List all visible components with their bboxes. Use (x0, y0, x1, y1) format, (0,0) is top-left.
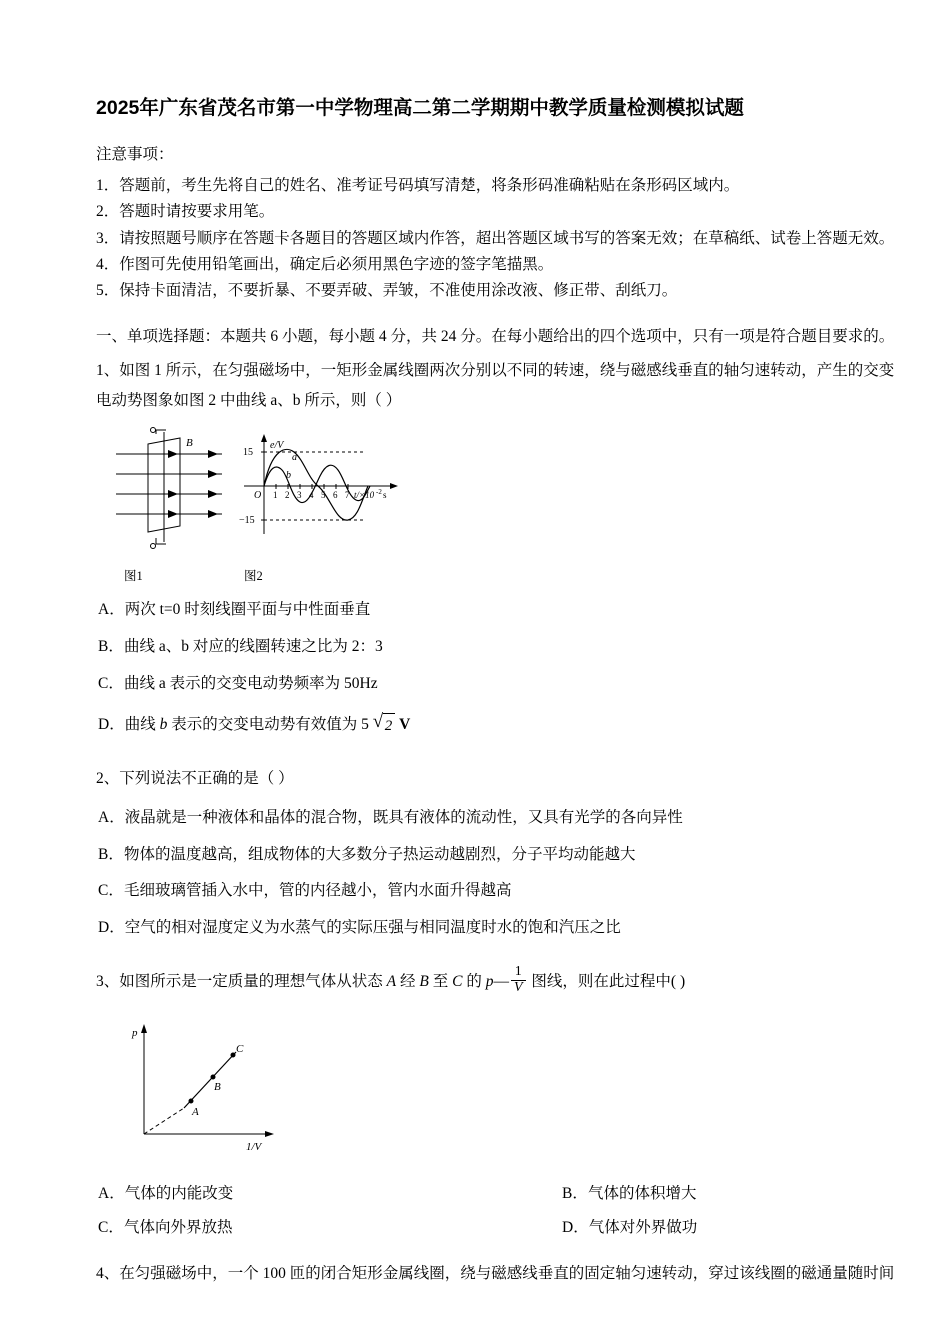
option-d-label: D． (98, 715, 125, 733)
figure-2-curve-label-b: b (286, 470, 291, 482)
figure-1-2-svg (104, 426, 524, 566)
figure-2-xtick-6: 6 (333, 490, 338, 501)
question-2-option-c (96, 879, 912, 904)
option-d-text: 曲线 b 表示的交变电动势有效值为 5 √ 2 V (125, 716, 411, 733)
page-title: 2025年广东省茂名市第一中学物理高二第二学期期中教学质量检测模拟试题 (96, 97, 744, 119)
question-1-option-c (96, 672, 912, 697)
notice-item-2: 2．答题时请按要求用笔。 (96, 203, 275, 221)
question-1-stem (96, 356, 912, 386)
question-4-stem-line1: 在匀强磁场中，一个 100 匝的闭合矩形金属线圈，绕与磁感线垂直的固定轴匀速转动，穿过该线圈的磁通量随时间 (119, 1265, 895, 1283)
question-1-number: 1、 (96, 361, 120, 379)
question-3-option-a (96, 1182, 504, 1207)
question-4 (96, 1259, 912, 1289)
option-c-label: C． (98, 674, 124, 692)
figure-2-axis-x-unit: s (383, 490, 387, 501)
option-b-text: 气体的体积增大 (588, 1184, 697, 1202)
question-3-number: 3、 (96, 972, 120, 990)
question-2-number: 2、 (96, 769, 120, 787)
option-d-label: D． (562, 1219, 589, 1237)
figure-3-point-C: C (236, 1042, 244, 1055)
figure-2-ytick-top: 15 (243, 447, 253, 459)
option-b-text: 曲线 a、b 对应的线圈转速之比为 2：3 (124, 637, 383, 655)
option-a-text: 两次 t=0 时刻线圈平面与中性面垂直 (124, 601, 371, 619)
figure-2-xtick-2: 2 (285, 490, 290, 501)
question-3-option-b (504, 1182, 912, 1207)
figure-1-label-B: B (186, 437, 193, 450)
figure-2-xtick-1: 1 (273, 490, 278, 501)
question-3-figure (96, 1012, 912, 1162)
question-3-stem: 3、如图所示是一定质量的理想气体从状态 A 经 B 至 C 的 p— $\frac{1}{V}$ 图线，则在此过程中( ) (96, 964, 686, 995)
notice-item-1: 1．答题前，考生先将自己的姓名、准考证号码填写清楚，将条形码准确粘贴在条形码区域内。 (96, 177, 740, 195)
option-c-label: C． (98, 882, 124, 900)
figure-3-axis-y-label: p (132, 1026, 138, 1039)
option-a-text: 气体的内能改变 (124, 1184, 234, 1202)
option-a-label: A． (98, 601, 125, 619)
option-c-text: 气体向外界放热 (124, 1219, 233, 1237)
question-1-option-a (96, 598, 912, 623)
option-b-label: B． (562, 1184, 588, 1202)
figure-3-axis-x-label: 1/V (246, 1140, 262, 1153)
question-1-figure (96, 426, 912, 586)
question-2-stem (96, 764, 912, 794)
question-1-option-b (96, 635, 912, 660)
question-1-option-d (96, 710, 912, 738)
question-2 (96, 764, 912, 941)
document-content (96, 96, 912, 1289)
option-b-text: 物体的温度越高，组成物体的大多数分子热运动越剧烈，分子平均动能越大 (124, 845, 636, 863)
figure-3-point-B: B (214, 1080, 221, 1093)
notice-list (96, 173, 912, 303)
figure-3-svg (96, 1012, 356, 1162)
option-d-label: D． (98, 919, 125, 937)
figure-2-xtick-5: 5 (321, 490, 326, 501)
sqrt-2-glyph: √ 2 (373, 713, 396, 738)
notice-item-4: 4．作图可先使用铅笔画出，确定后必须用黑色字迹的签字笔描黑。 (96, 255, 554, 273)
question-4-number: 4、 (96, 1265, 120, 1283)
figure-captions (104, 566, 912, 586)
option-a-label: A． (98, 808, 125, 826)
option-c-label: C． (98, 1219, 124, 1237)
notice-item-5: 5．保持卡面清洁，不要折暴、不要弄破、弄皱，不准使用涂改液、修正带、刮纸刀。 (96, 281, 678, 299)
option-d-text: 空气的相对湿度定义为水蒸气的实际压强与相同温度时水的饱和汽压之比 (124, 919, 621, 937)
figure-3-point-A: A (192, 1105, 199, 1118)
option-c-text: 毛细玻璃管插入水中，管的内径越小，管内水面升得越高 (124, 882, 512, 900)
question-2-option-a (96, 806, 912, 831)
notice-item-3: 3．请按照题号顺序在答题卡各题目的答题区域内作答，超出答题区域书写的答案无效；在草稿纸、试卷上答题无效。 (96, 229, 895, 247)
question-3-options (96, 1172, 912, 1242)
figure-2-xtick-4: 4 (309, 490, 314, 501)
section-heading: 一、单项选择题：本题共 6 小题，每小题 4 分，共 24 分。在每小题给出的四个选项中，只有一项是符合题目要求的。 (96, 327, 895, 345)
option-b-label: B． (98, 845, 124, 863)
figure-2-origin: O (254, 490, 262, 502)
figure-2-xtick-3: 3 (297, 490, 302, 501)
question-3-option-c (96, 1216, 504, 1241)
figure-2-ytick-bottom: −15 (239, 515, 255, 527)
figure-1-caption: 图1 (124, 569, 143, 584)
figure-2-caption: 图2 (244, 569, 263, 584)
option-d-text: 气体对外界做功 (588, 1219, 698, 1237)
question-1 (96, 356, 912, 738)
question-1-stem-line2: 电动势图象如图 2 中曲线 a、b 所示，则（ ） (96, 391, 402, 409)
question-1-stem-line1: 如图 1 所示，在匀强磁场中，一矩形金属线圈两次分别以不同的转速，绕与磁感线垂直的轴匀速转动，产生的交变 (119, 361, 895, 379)
fraction-one-over-v: $\frac{1}{V}$ (511, 965, 526, 995)
figure-2-axis-y-label: e/V (270, 440, 284, 452)
notice-heading: 注意事项： (96, 146, 174, 164)
option-a-label: A． (98, 1184, 125, 1202)
figure-2-axis-x-exp: -2 (376, 488, 382, 497)
figure-2-axis-x-label: t/×10 (354, 490, 375, 501)
option-b-label: B． (98, 637, 124, 655)
question-4-stem (96, 1259, 912, 1289)
question-3-option-d (504, 1216, 912, 1241)
option-c-text: 曲线 a 表示的交变电动势频率为 50Hz (124, 674, 378, 692)
option-a-text: 液晶就是一种液体和晶体的混合物，既具有液体的流动性，又具有光学的各向异性 (124, 808, 683, 826)
question-2-option-b (96, 843, 912, 868)
figure-2-xtick-7: 7 (345, 490, 350, 501)
figure-2-curve-label-a: a (292, 452, 297, 464)
question-3 (96, 964, 912, 1241)
question-2-option-d (96, 916, 912, 941)
question-2-stem-line1: 下列说法不正确的是（ ） (119, 769, 294, 787)
